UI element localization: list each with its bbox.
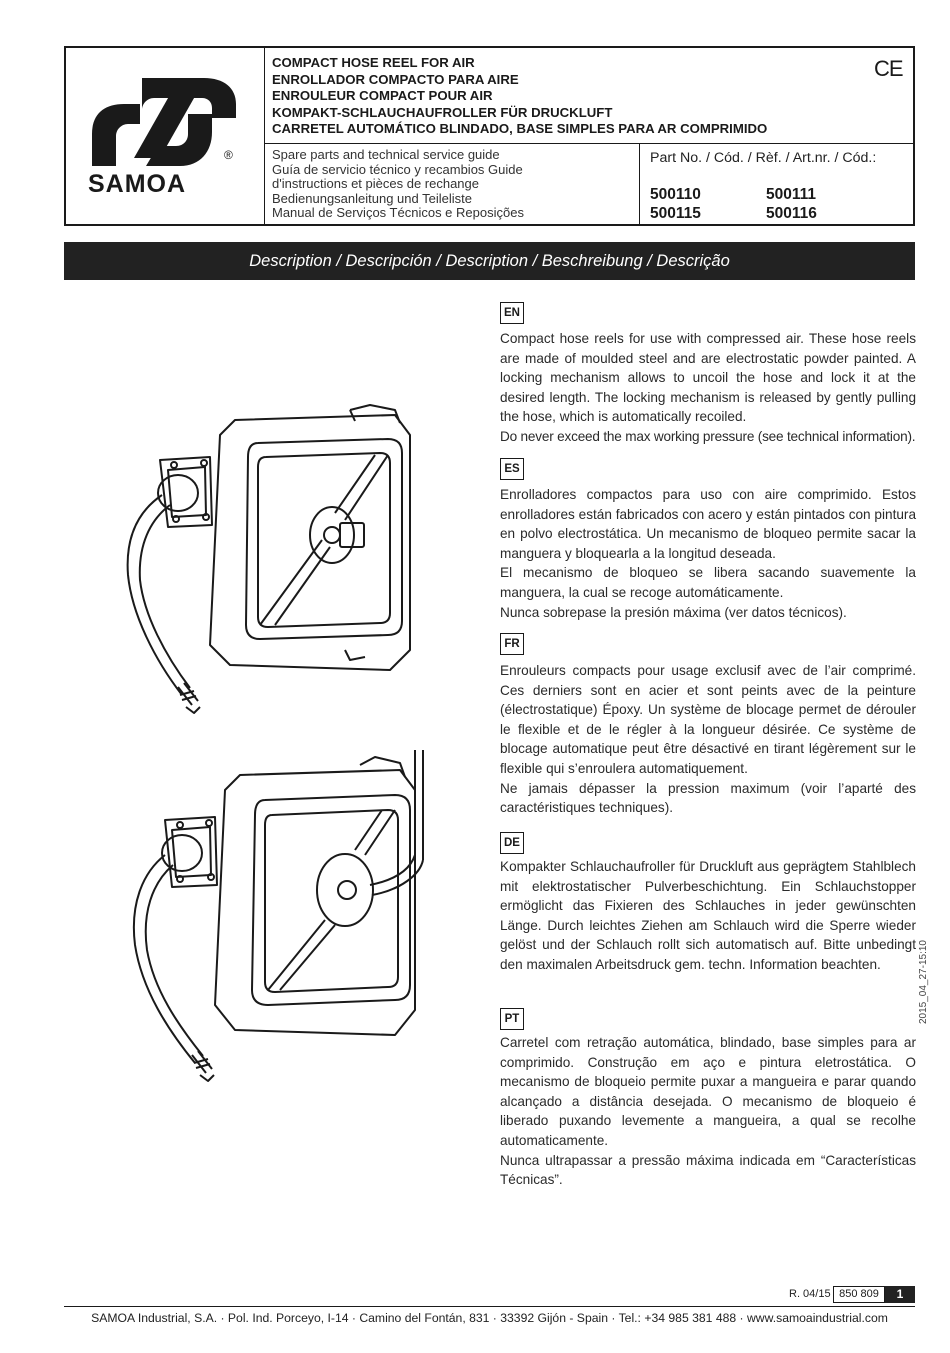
page-number: 1 xyxy=(885,1286,915,1303)
description-de xyxy=(500,857,916,975)
logo-cell xyxy=(66,48,265,224)
paragraph: Compact hose reels for use with compressed air. These hose reels are made of moulded steel and are electrostatic powder painted. A locking mechanism allows to uncoil the hose and lock it at the desired length. The locking mechanism is released by gently pulling the hose, which is automatically recoiled. xyxy=(500,331,916,425)
paragraph: Nunca sobrepase la presión máxima (ver datos técnicos). xyxy=(500,604,847,620)
guide-line: Manual de Serviços Técnicos e Reposições xyxy=(272,205,524,220)
title-line: ENROULEUR COMPACT POUR AIR xyxy=(272,88,493,103)
registered-mark: ® xyxy=(224,148,233,162)
description-fr xyxy=(500,661,916,818)
company-address: SAMOA Industrial, S.A. · Pol. Ind. Porceyo, I-14 · Camino del Fontán, 831 · 33392 Gijón - Spain · Tel.: +34 985 381 488 · www.samoaindustrial.com xyxy=(91,1311,888,1325)
revision: R. 04/15 xyxy=(789,1288,831,1300)
samoa-logo-icon xyxy=(84,74,244,170)
part-number: 500111 xyxy=(766,186,817,203)
paragraph: Ne jamais dépasser la pression maximum (voir l’aparté des caractéristiques techniques). xyxy=(500,780,916,816)
language-tag-en: EN xyxy=(500,302,524,324)
guide-titles xyxy=(272,148,632,221)
hose-reel-illustration xyxy=(110,745,440,1085)
language-tag-es: ES xyxy=(500,458,524,480)
divider xyxy=(64,1306,915,1307)
part-number: 500116 xyxy=(766,205,817,222)
description-es xyxy=(500,485,916,622)
paragraph: Enrouleurs compacts pour usage exclusif avec de l’air comprimé. Ces derniers sont en acier et sont peints avec de la peinture (électrostatique) Époxy. Un système de blocage permet de dérouler le flexible et de le régler à la longueur désirée. Ce système de blocage automatique peut être désactivé en tirant légèrement sur le flexible qui s’enroulera automatiquement. xyxy=(500,663,916,776)
paragraph: Carretel com retração automática, blindado, base simples para ar comprimido. Construção em aço e pintura eletrostática. O mecanismo de bloqueio permite puxar a mangueira e parar quando alcançado a distância desejada. O mecanismo de bloqueio é liberado puxando levemente a mangueira, a qual se recolhe automaticamente. xyxy=(500,1035,916,1148)
section-title: Description / Descripción / Description / Beschreibung / Descrição xyxy=(64,242,915,280)
print-code: 2015_04_27-15:10 xyxy=(918,940,929,1024)
guide-line: Guía de servicio técnico y recambios Guide xyxy=(272,161,523,177)
document-number: 850 809 xyxy=(833,1286,885,1303)
paragraph: Enrolladores compactos para uso con aire comprimido. Estos enrolladores están fabricados con acero y están pintados con pintura en polvo electrostática. Un mecanismo de bloqueo permite sacar la manguera y bloquearla a la longitud deseada. xyxy=(500,487,916,561)
logo-wordmark: SAMOA xyxy=(88,170,187,198)
guide-line: Spare parts and technical service guide xyxy=(272,147,500,162)
paragraph: Nunca ultrapassar a pressão máxima indicada em “Características Técnicas”. xyxy=(500,1152,916,1188)
title-line: KOMPAKT-SCHLAUCHAUFROLLER FÜR DRUCKLUFT xyxy=(272,104,613,120)
paragraph: El mecanismo de bloqueo se libera sacando suavemente la manguera, la cual se recoge automáticamente. xyxy=(500,565,916,600)
header-box xyxy=(64,46,915,226)
description-pt xyxy=(500,1033,916,1190)
paragraph: Do never exceed the max working pressure (see technical information). xyxy=(500,428,916,444)
divider xyxy=(264,143,913,144)
divider xyxy=(639,143,640,224)
language-tag-de: DE xyxy=(500,832,524,854)
description-en xyxy=(500,329,916,447)
title-line: COMPACT HOSE REEL FOR AIR xyxy=(272,55,475,70)
paragraph: Kompakter Schlauchaufroller für Druckluft aus geprägtem Stahlblech mit elektrostatischer Pulverbeschichtung. Ein Schlauchstopper ermöglicht das Fixieren des Schlauches in jeder gewünschten Länge. Durch leichtes Ziehen am Schlauch wird die Sperre wieder gelöst und der Schlauch rollt sich automatisch auf. Bitte unbedingt den maximalen Arbeitsdruck gem. techn. Information beachten. xyxy=(500,859,916,972)
language-tag-pt: PT xyxy=(500,1008,524,1030)
hose-reel-illustration xyxy=(110,395,430,725)
guide-line: Bedienungsanleitung und Teileliste xyxy=(272,190,472,206)
title-line: CARRETEL AUTOMÁTICO BLINDADO, BASE SIMPLES PARA AR COMPRIMIDO xyxy=(272,121,768,136)
guide-line: d'instructions et pièces de rechange xyxy=(272,176,479,191)
part-number: 500115 xyxy=(650,205,701,222)
ce-mark: CE xyxy=(874,56,903,81)
part-number-label: Part No. / Cód. / Rèf. / Art.nr. / Cód.: xyxy=(650,150,877,166)
language-tag-fr: FR xyxy=(500,633,524,655)
part-number: 500110 xyxy=(650,186,701,203)
product-titles xyxy=(272,55,832,138)
title-line: ENROLLADOR COMPACTO PARA AIRE xyxy=(272,71,519,87)
